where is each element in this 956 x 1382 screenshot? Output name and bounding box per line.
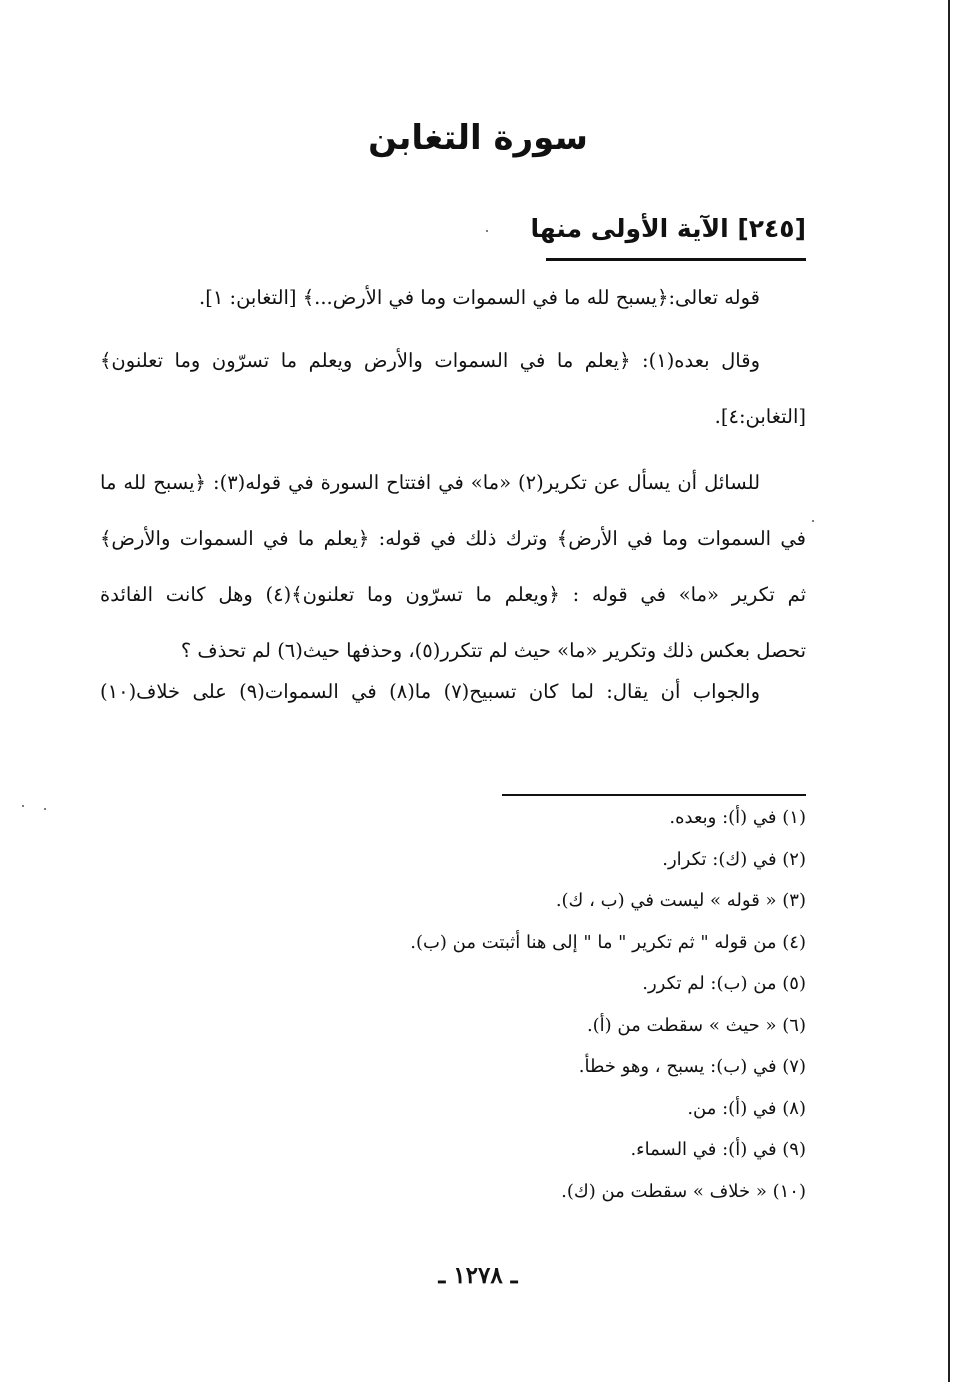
- footnote-item: (٤) من قوله " ثم تكرير " ما " إلى هنا أثبتت من (ب).: [410, 931, 806, 953]
- text-line: والجواب أن يقال: لما كان تسبيح(٧) ما(٨) في السموات(٩) على خلاف(١٠): [100, 680, 760, 703]
- footnote-item: (١) في (أ): وبعده.: [669, 807, 806, 828]
- footnote-item: (٢) في (ك): تكرار.: [662, 848, 806, 870]
- text-line: في السموات وما في الأرض﴾ وترك ذلك في قوله: ﴿يعلم ما في السموات والأرض﴾: [100, 527, 806, 550]
- scan-edge-line: [948, 0, 950, 1382]
- text-line: تحصل بعكس ذلك وتكرير «ما» حيث لم تتكرر(٥)، وحذفها حيث(٦) لم تحذف ؟: [180, 639, 806, 662]
- footnote-item: (٥) من (ب): لم تكرر.: [642, 973, 806, 994]
- footnote-item: (٨) في (أ): من.: [687, 1097, 806, 1119]
- scan-speck: [22, 805, 24, 807]
- footnotes: [326, 797, 806, 1212]
- paragraph-verse-four: [100, 333, 806, 445]
- footnote-item: (٩) في (أ): في السماء.: [630, 1139, 806, 1160]
- text-line: ثم تكرير «ما» في قوله : ﴿ويعلم ما تسرّون وما تعلنون﴾(٤) وهل كانت الفائدة: [100, 583, 807, 606]
- scan-speck: [44, 808, 46, 810]
- footnote-item: (٧) في (ب): يسبح ، وهو خطأ.: [578, 1056, 806, 1077]
- footnote-item: (٦) « حيث » سقطت من (أ).: [586, 1014, 806, 1036]
- text-line: [التغابن:٤].: [714, 405, 806, 428]
- footnote-item: (١٠) « خلاف » سقطت من (ك).: [561, 1180, 806, 1202]
- surah-title: سورة التغابن: [368, 118, 588, 158]
- footnote-item: (٣) « قوله » ليست في (ب ، ك).: [555, 890, 806, 911]
- text-line: للسائل أن يسأل عن تكرير(٢) «ما» في افتتاح السورة في قوله(٣): ﴿يسبح لله ما: [100, 471, 761, 494]
- section-heading-underline: [546, 258, 806, 261]
- footnote-separator: [502, 794, 806, 796]
- section-heading: [٢٤٥] الآية الأولى منها: [530, 214, 806, 243]
- scan-speck: [812, 520, 814, 522]
- text-line: وقال بعده(١): ﴿يعلم ما في السموات والأرض ويعلم ما تسرّون وما تعلنون﴾: [100, 349, 760, 372]
- paragraph-answer: [100, 664, 806, 720]
- text-line: قوله تعالى:﴿يسبح لله ما في السموات وما في الأرض...﴾ [التغابن: ١].: [199, 286, 760, 309]
- page-number: ـ ١٢٧٨ ـ: [438, 1262, 518, 1289]
- paragraph-question: [100, 455, 806, 679]
- scan-speck: [486, 230, 488, 232]
- paragraph-verse-one: [100, 270, 806, 326]
